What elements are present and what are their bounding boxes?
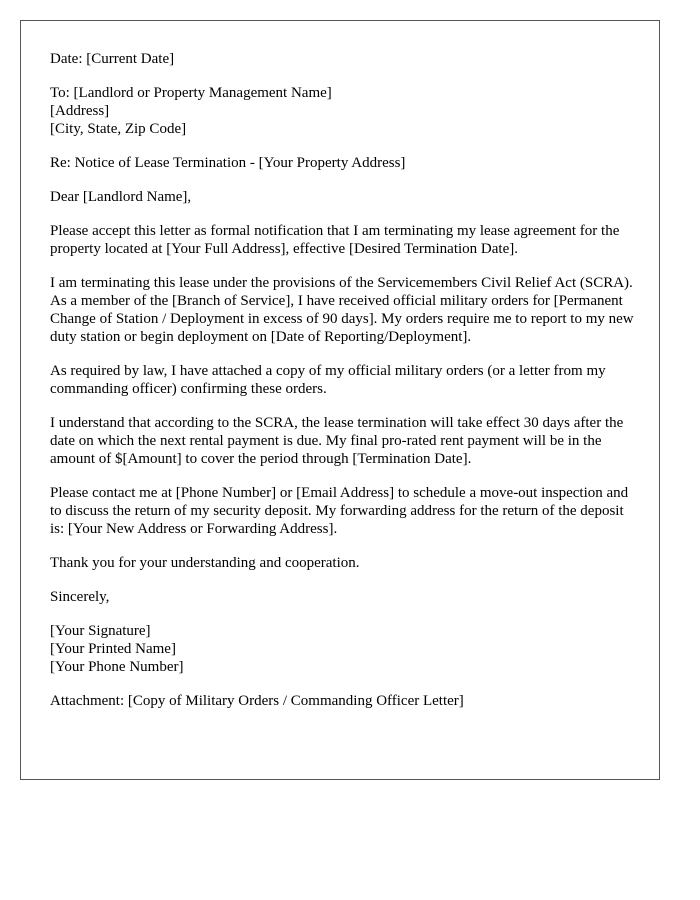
printed-name-line: [Your Printed Name] — [50, 641, 176, 657]
recipient-city: [City, State, Zip Code] — [50, 121, 187, 137]
letter-page — [20, 20, 660, 780]
letter-body — [50, 50, 640, 726]
body-paragraph: I understand that according to the SCRA, the lease termination will take effect 30 days after the date on which the next rental payment is due. My final pro-rated rent payment will be in the amount of $[Amount] to cover the period through [Termination Date]. — [50, 415, 624, 467]
attachment-line: Attachment: [Copy of Military Orders / Commanding Officer Letter] — [50, 693, 464, 709]
date-line: Date: [Current Date] — [50, 51, 175, 67]
recipient-address: [Address] — [50, 103, 110, 119]
body-paragraph: As required by law, I have attached a copy of my official military orders (or a letter from my commanding officer) confirming these orders. — [50, 363, 606, 397]
signature-block — [50, 622, 640, 676]
closing: Sincerely, — [50, 589, 110, 605]
recipient-name: To: [Landlord or Property Management Name] — [50, 85, 332, 101]
phone-line: [Your Phone Number] — [50, 659, 184, 675]
body-paragraph: Please contact me at [Phone Number] or [Email Address] to schedule a move-out inspection and to discuss the return of my security deposit. My forwarding address for the return of the deposit is: [Your New Address or Forwarding Address]. — [50, 485, 629, 537]
body-paragraph: I am terminating this lease under the provisions of the Servicemembers Civil Relief Act (SCRA). As a member of the [Branch of Service], I have received official military orders for [Permanent Change of Station / Deployment in excess of 90 days]. My orders require me to report to my new duty station or begin deployment on [Date of Reporting/Deployment]. — [50, 275, 634, 345]
signature-line: [Your Signature] — [50, 623, 151, 639]
recipient-block — [50, 84, 640, 138]
body-paragraph: Thank you for your understanding and cooperation. — [50, 555, 360, 571]
salutation: Dear [Landlord Name], — [50, 189, 192, 205]
body-paragraph: Please accept this letter as formal notification that I am terminating my lease agreement for the property located at [Your Full Address], effective [Desired Termination Date]. — [50, 223, 620, 257]
subject-line: Re: Notice of Lease Termination - [Your Property Address] — [50, 155, 406, 171]
